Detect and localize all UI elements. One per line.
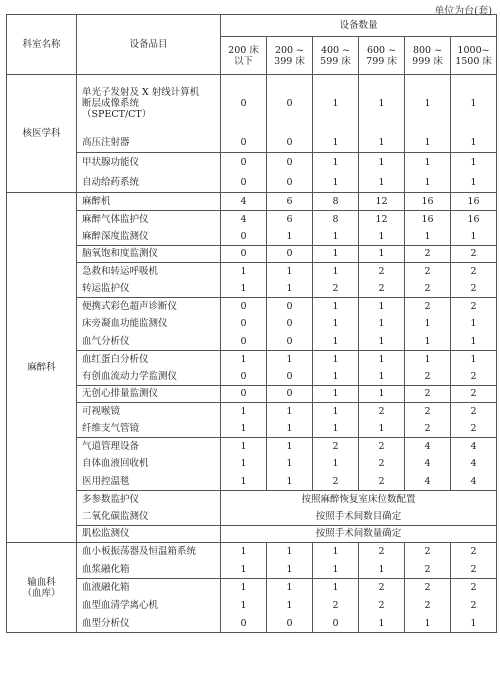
quantity-cell: 2 bbox=[313, 280, 359, 298]
dept-name-line: 麻醉科 bbox=[27, 362, 56, 373]
quantity-cell: 1 bbox=[267, 403, 313, 421]
bed-range-line: 399 床 bbox=[274, 55, 305, 67]
table-row bbox=[7, 245, 497, 263]
item-name bbox=[77, 597, 221, 615]
bed-range-header bbox=[221, 37, 267, 75]
quantity-cell: 0 bbox=[221, 615, 267, 633]
quantity-cell: 2 bbox=[405, 420, 451, 438]
quantity-cell: 1 bbox=[313, 133, 359, 153]
item-line: （SPECT/CT） bbox=[82, 109, 152, 121]
quantity-cell: 2 bbox=[451, 561, 497, 579]
quantity-cell: 16 bbox=[451, 210, 497, 228]
quantity-cell: 1 bbox=[313, 455, 359, 473]
item-line: 麻醉机 bbox=[82, 195, 111, 207]
item-name bbox=[77, 579, 221, 597]
item-name bbox=[77, 438, 221, 456]
quantity-cell: 0 bbox=[221, 333, 267, 351]
quantity-note: 按照麻醉恢复室床位数配置 bbox=[221, 490, 497, 508]
quantity-cell: 1 bbox=[451, 350, 497, 368]
item-name bbox=[77, 385, 221, 403]
table-row bbox=[7, 193, 497, 211]
item-line: 血浆融化箱 bbox=[82, 563, 130, 575]
quantity-cell: 1 bbox=[313, 75, 359, 133]
item-line: 单光子发射及 X 射线计算机 bbox=[82, 87, 200, 99]
quantity-cell: 1 bbox=[313, 368, 359, 386]
quantity-cell: 2 bbox=[405, 245, 451, 263]
item-name bbox=[77, 473, 221, 491]
quantity-cell: 0 bbox=[267, 245, 313, 263]
item-line: 有创血流动力学监测仪 bbox=[82, 370, 178, 382]
quantity-cell: 1 bbox=[359, 298, 405, 316]
table-row bbox=[7, 350, 497, 368]
quantity-cell: 0 bbox=[221, 153, 267, 173]
quantity-cell: 2 bbox=[451, 579, 497, 597]
table-row bbox=[7, 579, 497, 597]
quantity-cell: 2 bbox=[451, 263, 497, 281]
item-name bbox=[77, 245, 221, 263]
item-line: 转运监护仪 bbox=[82, 283, 130, 294]
quantity-cell: 2 bbox=[405, 263, 451, 281]
quantity-cell: 1 bbox=[267, 280, 313, 298]
bed-range-header bbox=[451, 37, 497, 75]
quantity-cell: 4 bbox=[451, 455, 497, 473]
quantity-cell: 2 bbox=[405, 280, 451, 298]
bed-range-line: 1500 床 bbox=[455, 55, 492, 67]
item-line: 二氧化碳监测仪 bbox=[82, 510, 149, 522]
item-line: 多参数监护仪 bbox=[82, 493, 140, 505]
quantity-cell: 1 bbox=[359, 133, 405, 153]
quantity-cell: 1 bbox=[359, 615, 405, 633]
item-name bbox=[77, 525, 221, 543]
dept-name bbox=[7, 543, 77, 633]
quantity-cell: 1 bbox=[405, 75, 451, 133]
table-row bbox=[7, 473, 497, 491]
quantity-cell: 12 bbox=[359, 210, 405, 228]
quantity-cell: 1 bbox=[313, 333, 359, 351]
quantity-cell: 1 bbox=[313, 543, 359, 561]
quantity-cell: 2 bbox=[359, 280, 405, 298]
quantity-cell: 1 bbox=[267, 438, 313, 456]
quantity-cell: 2 bbox=[359, 403, 405, 421]
table-row bbox=[7, 210, 497, 228]
bed-range-header bbox=[359, 37, 405, 75]
item-name bbox=[77, 455, 221, 473]
quantity-cell: 2 bbox=[405, 368, 451, 386]
quantity-cell: 0 bbox=[221, 368, 267, 386]
item-header: 设备品目 bbox=[77, 15, 221, 75]
quantity-cell: 1 bbox=[313, 420, 359, 438]
quantity-cell: 1 bbox=[313, 228, 359, 246]
quantity-cell: 2 bbox=[451, 385, 497, 403]
table-row bbox=[7, 333, 497, 351]
quantity-cell: 1 bbox=[451, 75, 497, 133]
item-name bbox=[77, 315, 221, 333]
quantity-cell: 1 bbox=[451, 153, 497, 173]
quantity-cell: 12 bbox=[359, 193, 405, 211]
quantity-cell: 0 bbox=[267, 298, 313, 316]
quantity-cell: 0 bbox=[221, 298, 267, 316]
table-row bbox=[7, 525, 497, 543]
table-row bbox=[7, 173, 497, 193]
quantity-cell: 0 bbox=[267, 315, 313, 333]
quantity-cell: 1 bbox=[359, 245, 405, 263]
table-row bbox=[7, 75, 497, 133]
item-name bbox=[77, 333, 221, 351]
quantity-cell: 0 bbox=[221, 315, 267, 333]
table-row bbox=[7, 228, 497, 246]
quantity-cell: 1 bbox=[359, 173, 405, 193]
table-row bbox=[7, 403, 497, 421]
dept-header: 科室名称 bbox=[7, 15, 77, 75]
quantity-cell: 0 bbox=[267, 368, 313, 386]
quantity-cell: 1 bbox=[359, 75, 405, 133]
quantity-note: 按照手术间数目确定 bbox=[221, 508, 497, 526]
quantity-cell: 1 bbox=[451, 173, 497, 193]
item-name bbox=[77, 153, 221, 173]
quantity-cell: 0 bbox=[221, 228, 267, 246]
quantity-cell: 1 bbox=[221, 597, 267, 615]
table-row bbox=[7, 438, 497, 456]
dept-name-line: （血库） bbox=[22, 587, 61, 599]
bed-range-line: 1000~ bbox=[457, 44, 490, 56]
quantity-cell: 1 bbox=[313, 153, 359, 173]
quantity-cell: 2 bbox=[313, 597, 359, 615]
equipment-table bbox=[6, 14, 497, 633]
quantity-cell: 1 bbox=[359, 561, 405, 579]
quantity-cell: 1 bbox=[451, 228, 497, 246]
quantity-cell: 16 bbox=[451, 193, 497, 211]
quantity-cell: 1 bbox=[451, 615, 497, 633]
quantity-cell: 2 bbox=[405, 597, 451, 615]
item-line: 血型血清学离心机 bbox=[82, 600, 159, 611]
bed-range-line: 600 ~ bbox=[366, 44, 397, 56]
table-row bbox=[7, 561, 497, 579]
quantity-cell: 1 bbox=[221, 350, 267, 368]
quantity-cell: 2 bbox=[359, 438, 405, 456]
quantity-cell: 2 bbox=[451, 298, 497, 316]
bed-range-header bbox=[267, 37, 313, 75]
bed-range-line: 以下 bbox=[233, 55, 253, 67]
quantity-cell: 1 bbox=[221, 403, 267, 421]
quantity-cell: 0 bbox=[267, 173, 313, 193]
quantity-cell: 4 bbox=[405, 455, 451, 473]
quantity-cell: 1 bbox=[359, 153, 405, 173]
quantity-cell: 4 bbox=[221, 193, 267, 211]
quantity-cell: 8 bbox=[313, 210, 359, 228]
item-line: 血红蛋白分析仪 bbox=[82, 353, 149, 365]
quantity-cell: 1 bbox=[359, 385, 405, 403]
item-name bbox=[77, 263, 221, 281]
table-row bbox=[7, 420, 497, 438]
item-name bbox=[77, 298, 221, 316]
quantity-cell: 1 bbox=[267, 263, 313, 281]
quantity-cell: 1 bbox=[405, 133, 451, 153]
quantity-cell: 1 bbox=[313, 173, 359, 193]
quantity-cell: 1 bbox=[359, 420, 405, 438]
item-line: 自动给药系统 bbox=[82, 176, 140, 188]
item-line: 床旁凝血功能监测仪 bbox=[82, 318, 168, 330]
table-row bbox=[7, 597, 497, 615]
item-line: 麻醉气体监护仪 bbox=[82, 213, 149, 225]
item-line: 甲状腺功能仪 bbox=[82, 157, 140, 169]
quantity-cell: 1 bbox=[267, 473, 313, 491]
quantity-cell: 1 bbox=[405, 153, 451, 173]
item-name bbox=[77, 403, 221, 421]
quantity-cell: 1 bbox=[221, 473, 267, 491]
quantity-cell: 0 bbox=[221, 245, 267, 263]
quantity-cell: 2 bbox=[359, 543, 405, 561]
quantity-cell: 1 bbox=[313, 245, 359, 263]
quantity-cell: 2 bbox=[405, 579, 451, 597]
item-line: 血小板振荡器及恒温箱系统 bbox=[82, 546, 197, 558]
item-line: 气道管理设备 bbox=[82, 441, 140, 452]
quantity-cell: 2 bbox=[405, 298, 451, 316]
quantity-cell: 4 bbox=[221, 210, 267, 228]
quantity-cell: 1 bbox=[451, 315, 497, 333]
quantity-cell: 2 bbox=[451, 543, 497, 561]
quantity-cell: 1 bbox=[221, 543, 267, 561]
quantity-cell: 1 bbox=[267, 455, 313, 473]
item-line: 脑氧饱和度监测仪 bbox=[82, 248, 159, 260]
quantity-cell: 1 bbox=[221, 455, 267, 473]
quantity-cell: 1 bbox=[267, 561, 313, 579]
quantity-cell: 2 bbox=[451, 420, 497, 438]
quantity-cell: 1 bbox=[451, 133, 497, 153]
table-row bbox=[7, 490, 497, 508]
item-name bbox=[77, 508, 221, 526]
bed-range-line: 200 床 bbox=[228, 44, 259, 56]
table-row bbox=[7, 455, 497, 473]
item-line: 血液融化箱 bbox=[82, 582, 130, 594]
quantity-cell: 6 bbox=[267, 193, 313, 211]
quantity-cell: 2 bbox=[359, 455, 405, 473]
quantity-cell: 6 bbox=[267, 210, 313, 228]
item-line: 麻醉深度监测仪 bbox=[82, 230, 149, 242]
quantity-cell: 2 bbox=[313, 438, 359, 456]
table-row bbox=[7, 263, 497, 281]
quantity-cell: 1 bbox=[267, 228, 313, 246]
quantity-cell: 1 bbox=[313, 350, 359, 368]
table-row bbox=[7, 153, 497, 173]
item-name bbox=[77, 561, 221, 579]
quantity-cell: 1 bbox=[313, 561, 359, 579]
bed-range-line: 799 床 bbox=[366, 55, 397, 67]
quantity-cell: 1 bbox=[221, 280, 267, 298]
quantity-cell: 1 bbox=[405, 228, 451, 246]
item-line: 肌松监测仪 bbox=[82, 528, 130, 540]
quantity-cell: 1 bbox=[221, 579, 267, 597]
dept-name bbox=[7, 75, 77, 193]
quantity-cell: 0 bbox=[221, 385, 267, 403]
quantity-cell: 1 bbox=[313, 403, 359, 421]
quantity-note: 按照手术间数量确定 bbox=[221, 525, 497, 543]
quantity-cell: 2 bbox=[359, 597, 405, 615]
quantity-cell: 1 bbox=[313, 298, 359, 316]
quantity-cell: 1 bbox=[359, 368, 405, 386]
quantity-cell: 16 bbox=[405, 210, 451, 228]
quantity-cell: 0 bbox=[267, 385, 313, 403]
quantity-cell: 2 bbox=[405, 403, 451, 421]
quantity-cell: 2 bbox=[405, 385, 451, 403]
bed-range-line: 400 ~ bbox=[320, 44, 351, 56]
item-line: 可视喉镜 bbox=[82, 406, 121, 417]
quantity-cell: 1 bbox=[405, 350, 451, 368]
bed-range-line: 800 ~ bbox=[412, 44, 443, 56]
table-row bbox=[7, 368, 497, 386]
item-line: 纤维支气管镜 bbox=[82, 423, 140, 434]
item-line: 急救和转运呼吸机 bbox=[82, 266, 159, 277]
bed-range-line: 599 床 bbox=[320, 55, 351, 67]
quantity-cell: 1 bbox=[267, 420, 313, 438]
table-row bbox=[7, 543, 497, 561]
item-name bbox=[77, 173, 221, 193]
item-name bbox=[77, 193, 221, 211]
item-name bbox=[77, 543, 221, 561]
quantity-cell: 1 bbox=[359, 350, 405, 368]
quantity-cell: 1 bbox=[267, 350, 313, 368]
table-row bbox=[7, 133, 497, 153]
quantity-cell: 0 bbox=[221, 173, 267, 193]
quantity-cell: 1 bbox=[267, 579, 313, 597]
quantity-cell: 2 bbox=[451, 597, 497, 615]
bed-range-header bbox=[405, 37, 451, 75]
item-name bbox=[77, 368, 221, 386]
quantity-cell: 0 bbox=[313, 615, 359, 633]
quantity-cell: 4 bbox=[405, 473, 451, 491]
quantity-cell: 0 bbox=[221, 75, 267, 133]
quantity-cell: 1 bbox=[221, 263, 267, 281]
item-line: 医用控温毯 bbox=[82, 475, 130, 487]
bed-range-header bbox=[313, 37, 359, 75]
quantity-cell: 0 bbox=[221, 133, 267, 153]
quantity-cell: 1 bbox=[267, 597, 313, 615]
table-row bbox=[7, 280, 497, 298]
quantity-cell: 2 bbox=[451, 403, 497, 421]
quantity-cell: 1 bbox=[405, 173, 451, 193]
quantity-cell: 1 bbox=[359, 228, 405, 246]
quantity-cell: 16 bbox=[405, 193, 451, 211]
quantity-cell: 1 bbox=[221, 561, 267, 579]
quantity-cell: 0 bbox=[267, 153, 313, 173]
bed-range-line: 200 ~ bbox=[274, 44, 305, 56]
quantity-cell: 1 bbox=[221, 420, 267, 438]
item-line: 无创心排量监测仪 bbox=[82, 388, 159, 400]
quantity-cell: 1 bbox=[313, 263, 359, 281]
item-name bbox=[77, 350, 221, 368]
quantity-cell: 2 bbox=[405, 561, 451, 579]
item-name bbox=[77, 280, 221, 298]
item-name bbox=[77, 490, 221, 508]
dept-name-line: 输血科 bbox=[27, 576, 56, 588]
quantity-cell: 1 bbox=[221, 438, 267, 456]
quantity-header: 设备数量 bbox=[221, 15, 497, 37]
quantity-cell: 1 bbox=[313, 385, 359, 403]
quantity-cell: 2 bbox=[359, 473, 405, 491]
quantity-cell: 2 bbox=[359, 579, 405, 597]
item-line: 自体血液回收机 bbox=[82, 458, 149, 470]
quantity-cell: 0 bbox=[267, 333, 313, 351]
quantity-cell: 0 bbox=[267, 133, 313, 153]
quantity-cell: 2 bbox=[451, 280, 497, 298]
quantity-cell: 1 bbox=[267, 543, 313, 561]
quantity-cell: 0 bbox=[267, 75, 313, 133]
unit-note: 单位为台(套) bbox=[434, 6, 492, 17]
item-name bbox=[77, 228, 221, 246]
item-name bbox=[77, 133, 221, 153]
quantity-cell: 1 bbox=[359, 333, 405, 351]
quantity-cell: 1 bbox=[313, 579, 359, 597]
bed-range-line: 999 床 bbox=[412, 55, 443, 67]
quantity-cell: 8 bbox=[313, 193, 359, 211]
quantity-cell: 2 bbox=[451, 368, 497, 386]
table-row bbox=[7, 385, 497, 403]
quantity-cell: 2 bbox=[359, 263, 405, 281]
table-row bbox=[7, 508, 497, 526]
dept-name-line: 核医学科 bbox=[22, 128, 61, 139]
quantity-cell: 0 bbox=[267, 615, 313, 633]
dept-name bbox=[7, 193, 77, 543]
item-name bbox=[77, 75, 221, 133]
item-line: 血气分析仪 bbox=[82, 335, 130, 347]
quantity-cell: 4 bbox=[451, 473, 497, 491]
quantity-cell: 4 bbox=[451, 438, 497, 456]
quantity-cell: 1 bbox=[359, 315, 405, 333]
item-name bbox=[77, 210, 221, 228]
item-line: 便携式彩色超声诊断仪 bbox=[82, 301, 178, 312]
item-line: 血型分析仪 bbox=[82, 617, 130, 629]
table-row bbox=[7, 315, 497, 333]
table-row bbox=[7, 615, 497, 633]
quantity-cell: 2 bbox=[313, 473, 359, 491]
quantity-cell: 1 bbox=[405, 315, 451, 333]
item-line: 高压注射器 bbox=[82, 136, 130, 148]
quantity-cell: 1 bbox=[451, 333, 497, 351]
quantity-cell: 4 bbox=[405, 438, 451, 456]
table-row bbox=[7, 298, 497, 316]
quantity-cell: 1 bbox=[405, 333, 451, 351]
item-line: 断层成像系统 bbox=[82, 98, 140, 110]
item-name bbox=[77, 615, 221, 633]
quantity-cell: 1 bbox=[405, 615, 451, 633]
quantity-cell: 2 bbox=[405, 543, 451, 561]
quantity-cell: 1 bbox=[313, 315, 359, 333]
quantity-cell: 2 bbox=[451, 245, 497, 263]
item-name bbox=[77, 420, 221, 438]
